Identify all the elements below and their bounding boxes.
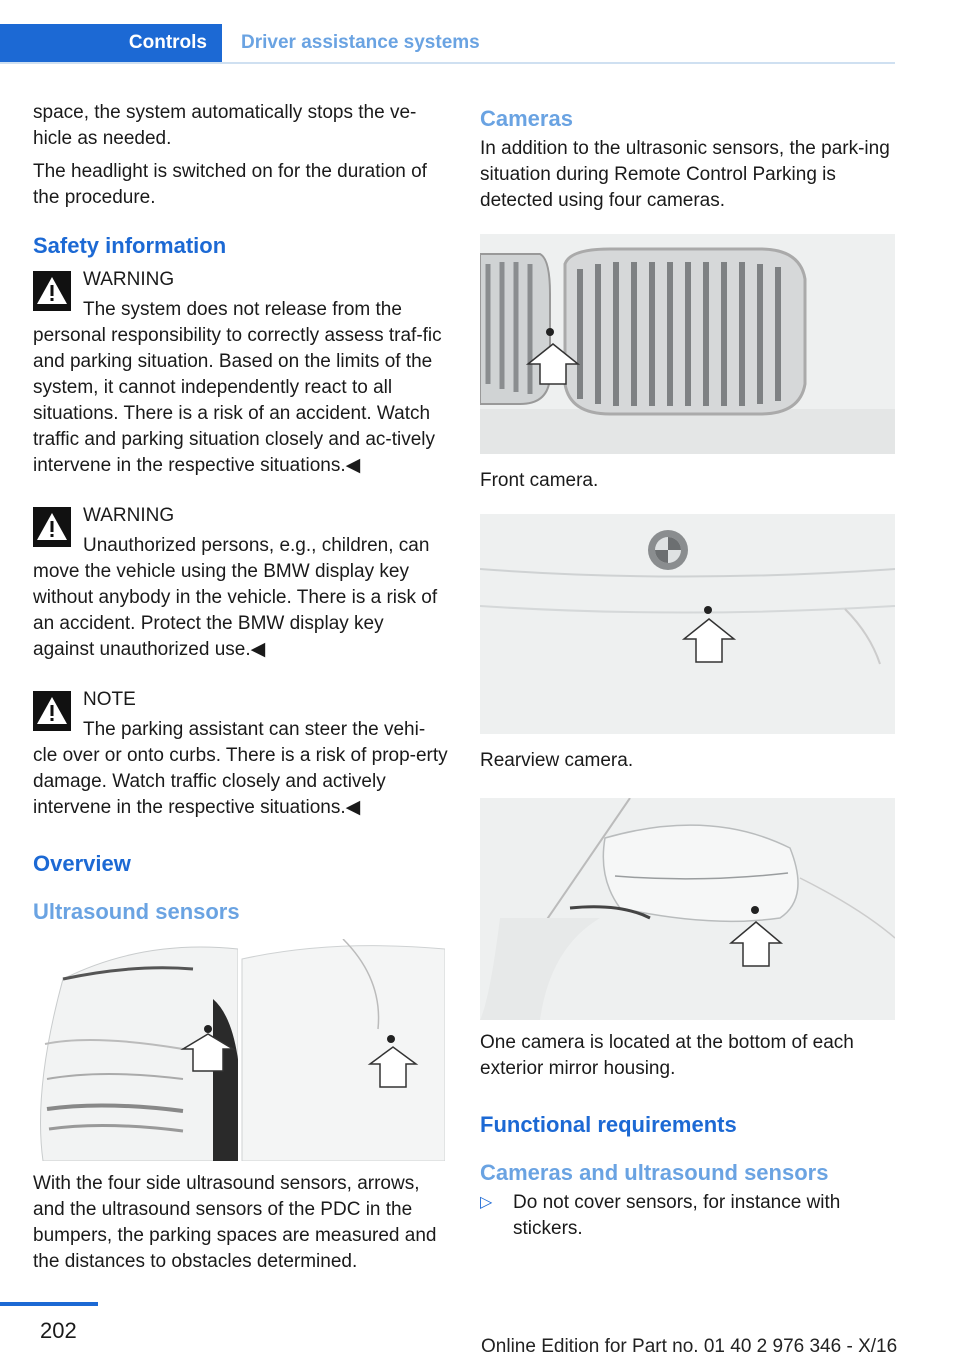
warning-label: WARNING <box>83 269 175 290</box>
mirror-camera-figure <box>480 798 895 1020</box>
note-label: NOTE <box>83 689 136 710</box>
rearview-camera-caption: Rearview camera. <box>480 750 634 771</box>
cameras-paragraph: In addition to the ultrasonic sensors, the park‐ing situation during Remote Control Parking is detected using four cameras. <box>480 138 890 211</box>
ultrasound-sensors-figure <box>33 939 445 1161</box>
note-block <box>33 687 448 821</box>
warning-triangle-icon <box>33 691 71 731</box>
intro-paragraph-2: The headlight is switched on for the duration of the procedure. <box>33 161 427 208</box>
page-number: 202 <box>40 1318 77 1343</box>
left-column <box>33 100 448 1275</box>
warning-block-1 <box>33 267 448 479</box>
front-camera-caption: Front camera. <box>480 470 599 491</box>
note-text: The parking assistant can steer the vehi‐cle over or onto curbs. There is a risk of prop‐erty damage. Watch traffic closely and actively intervene in the respective situations.◀ <box>33 719 448 818</box>
bullet-triangle-icon: ▷ <box>480 1194 493 1211</box>
ultrasound-paragraph: With the four side ultrasound sensors, arrows, and the ultrasound sensors of the PDC in the bumpers, the parking spaces are measured and the distances to obstacles determined. <box>33 1173 437 1272</box>
list-item-text: Do not cover sensors, for instance with stickers. <box>513 1192 841 1239</box>
warning-text: Unauthorized persons, e.g., children, can move the vehicle using the BMW display key without anybody in the vehicle. There is a risk of an accident. Protect the BMW display key against unauthorized use.◀ <box>33 535 438 660</box>
warning-block-2 <box>33 503 448 663</box>
warning-triangle-icon <box>33 507 71 547</box>
warning-label: WARNING <box>83 505 175 526</box>
list-item <box>480 1190 895 1242</box>
mirror-camera-caption: One camera is located at the bottom of each exterior mirror housing. <box>480 1032 854 1079</box>
warning-text: The system does not release from the personal responsibility to correctly assess traf‐fic and parking situation. Based on the limits of the system, it cannot independently react to all situations. There is a risk of an accident. Watch traffic and parking situation closely and ac‐tively intervene in the respective situations.◀ <box>33 299 442 476</box>
footer-rule <box>0 1302 98 1306</box>
edition-text: Online Edition for Part no. 01 40 2 976 346 - X/16 <box>481 1336 898 1357</box>
front-camera-figure <box>480 234 895 454</box>
ultrasound-heading: Ultrasound sensors <box>33 899 240 924</box>
header-tab-bar <box>0 24 895 64</box>
tab-driver-assistance[interactable]: Driver assistance systems <box>241 32 480 53</box>
overview-heading: Overview <box>33 851 131 876</box>
warning-triangle-icon <box>33 271 71 311</box>
functional-requirements-heading: Functional requirements <box>480 1112 737 1137</box>
right-column <box>480 104 895 1242</box>
intro-paragraph-1: space, the system automatically stops the ve‐hicle as needed. <box>33 102 417 149</box>
safety-heading: Safety information <box>33 233 227 258</box>
tab-controls[interactable]: Controls <box>0 24 222 62</box>
cameras-ultrasound-heading: Cameras and ultrasound sensors <box>480 1160 829 1185</box>
cameras-heading: Cameras <box>480 106 573 131</box>
rearview-camera-figure <box>480 514 895 734</box>
